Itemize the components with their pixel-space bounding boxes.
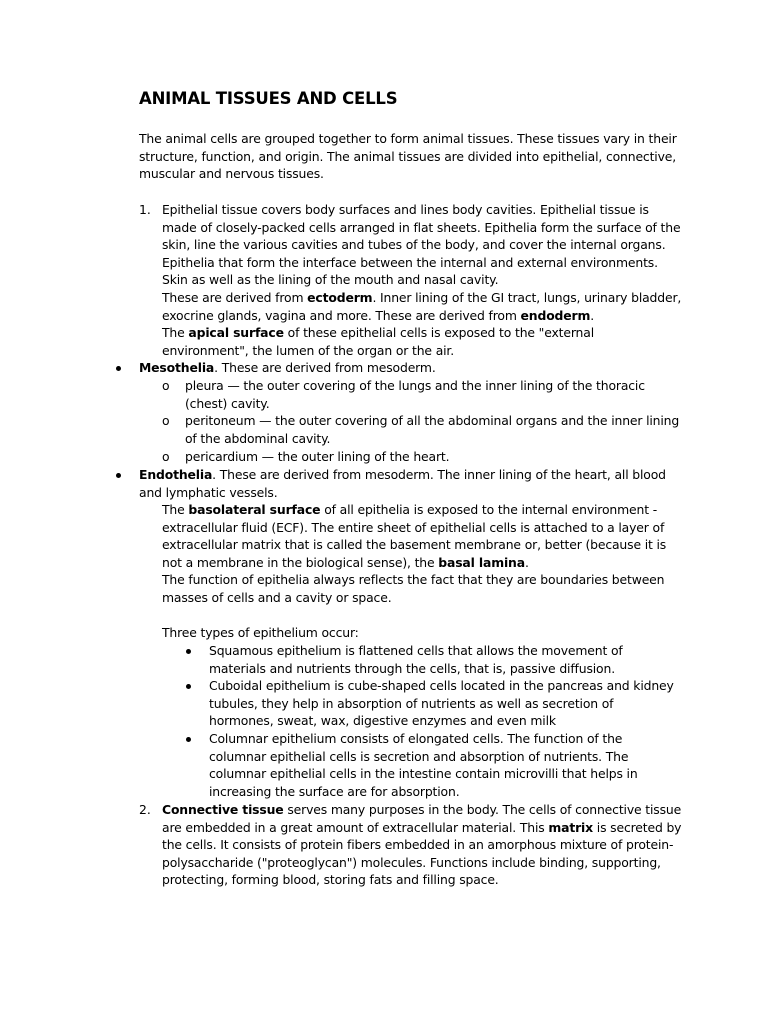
sub-bullet-icon: o	[162, 378, 170, 393]
epithelial-section	[162, 201, 682, 359]
list-item: peritoneum — the outer covering of all the abdominal organs and the inner lining of the abdominal cavity.	[185, 413, 680, 446]
matrix-term: matrix	[548, 819, 593, 835]
bullet-icon	[186, 684, 191, 689]
basal-lamina-term: basal lamina	[438, 554, 525, 570]
mesothelia-item: Mesothelia. These are derived from mesoderm.	[139, 360, 436, 375]
sub-bullet-icon: o	[162, 413, 170, 428]
epithelial-paragraph: Epithelial tissue covers body surfaces and lines body cavities. Epithelial tissue is made of closely-packed cells arranged in flat sheets. Epithelia form the surface of the skin, line the various cavities and tubes of the body, and cover the internal organs. Epithelia that form the interface between the internal and external environments. Skin as well as the lining of the mouth and nasal cavity.	[162, 202, 681, 288]
types-intro: Three types of epithelium occur:	[162, 625, 359, 641]
page-title: ANIMAL TISSUES AND CELLS	[139, 89, 398, 108]
list-number: 1.	[139, 202, 151, 217]
intro-paragraph: The animal cells are grouped together to form animal tissues. These tissues vary in their structure, function, and origin. The animal tissues are divided into epithelial, connective, muscular and nervous tissues.	[139, 131, 677, 182]
list-item: pleura — the outer covering of the lungs and the inner lining of the thoracic (chest) cavity.	[185, 378, 645, 411]
bullet-icon	[116, 473, 121, 478]
bullet-icon	[116, 366, 121, 371]
derivation-paragraph: These are derived from ectoderm. Inner lining of the GI tract, lungs, urinary bladder, exocrine glands, vagina and more. These are derived from endoderm.	[162, 289, 682, 323]
basolateral-paragraph: The basolateral surface of all epithelia is exposed to the internal environment - extracellular fluid (ECF). The entire sheet of epithelial cells is attached to a layer of extracellular matrix that is called the basement membrane or, better (because it is not a membrane in the biological sense), the basal lamina.	[162, 502, 667, 570]
sub-bullet-icon: o	[162, 449, 170, 464]
endothelia-term: Endothelia	[139, 467, 213, 482]
connective-paragraph: Connective tissue serves many purposes in the body. The cells of connective tissue are embedded in a great amount of extracellular material. This matrix is secreted by the cells. It consists of protein fibers embedded in an amorphous mixture of protein-polysaccharide ("proteoglycan") molecules. Functions include binding, supporting, protecting, forming blood, storing fats and filling space.	[162, 802, 682, 888]
list-item: Columnar epithelium consists of elongated cells. The function of the columnar epithelial cells is secretion and absorption of nutrients. The columnar epithelial cells in the intestine contain microvilli that helps in increasing the surface are for absorption.	[209, 731, 638, 799]
function-paragraph: The function of epithelia always reflects the fact that they are boundaries between masses of cells and a cavity or space.	[162, 572, 665, 605]
ectoderm-term: ectoderm	[307, 289, 373, 305]
apical-paragraph: The apical surface of these epithelial cells is exposed to the "external environment", the lumen of the organ or the air.	[162, 325, 594, 358]
basolateral-surface-term: basolateral surface	[188, 502, 321, 517]
bullet-icon	[186, 649, 191, 654]
list-item: Squamous epithelium is flattened cells that allows the movement of materials and nutrients through the cells, that is, passive diffusion.	[209, 643, 623, 676]
mesothelia-term: Mesothelia	[139, 360, 215, 375]
endoderm-term: endoderm	[520, 307, 591, 323]
apical-surface-term: apical surface	[188, 325, 284, 341]
list-number: 2.	[139, 802, 151, 817]
endothelia-section	[162, 501, 682, 642]
bullet-icon	[186, 737, 191, 742]
list-item: pericardium — the outer lining of the heart.	[185, 449, 450, 464]
list-item: Cuboidal epithelium is cube-shaped cells located in the pancreas and kidney tubules, they help in absorption of nutrients as well as secretion of hormones, sweat, wax, digestive enzymes and even milk	[209, 678, 674, 729]
connective-tissue-term: Connective tissue	[162, 802, 284, 817]
endothelia-item: Endothelia. These are derived from mesoderm. The inner lining of the heart, all blood and lymphatic vessels.	[139, 467, 666, 500]
